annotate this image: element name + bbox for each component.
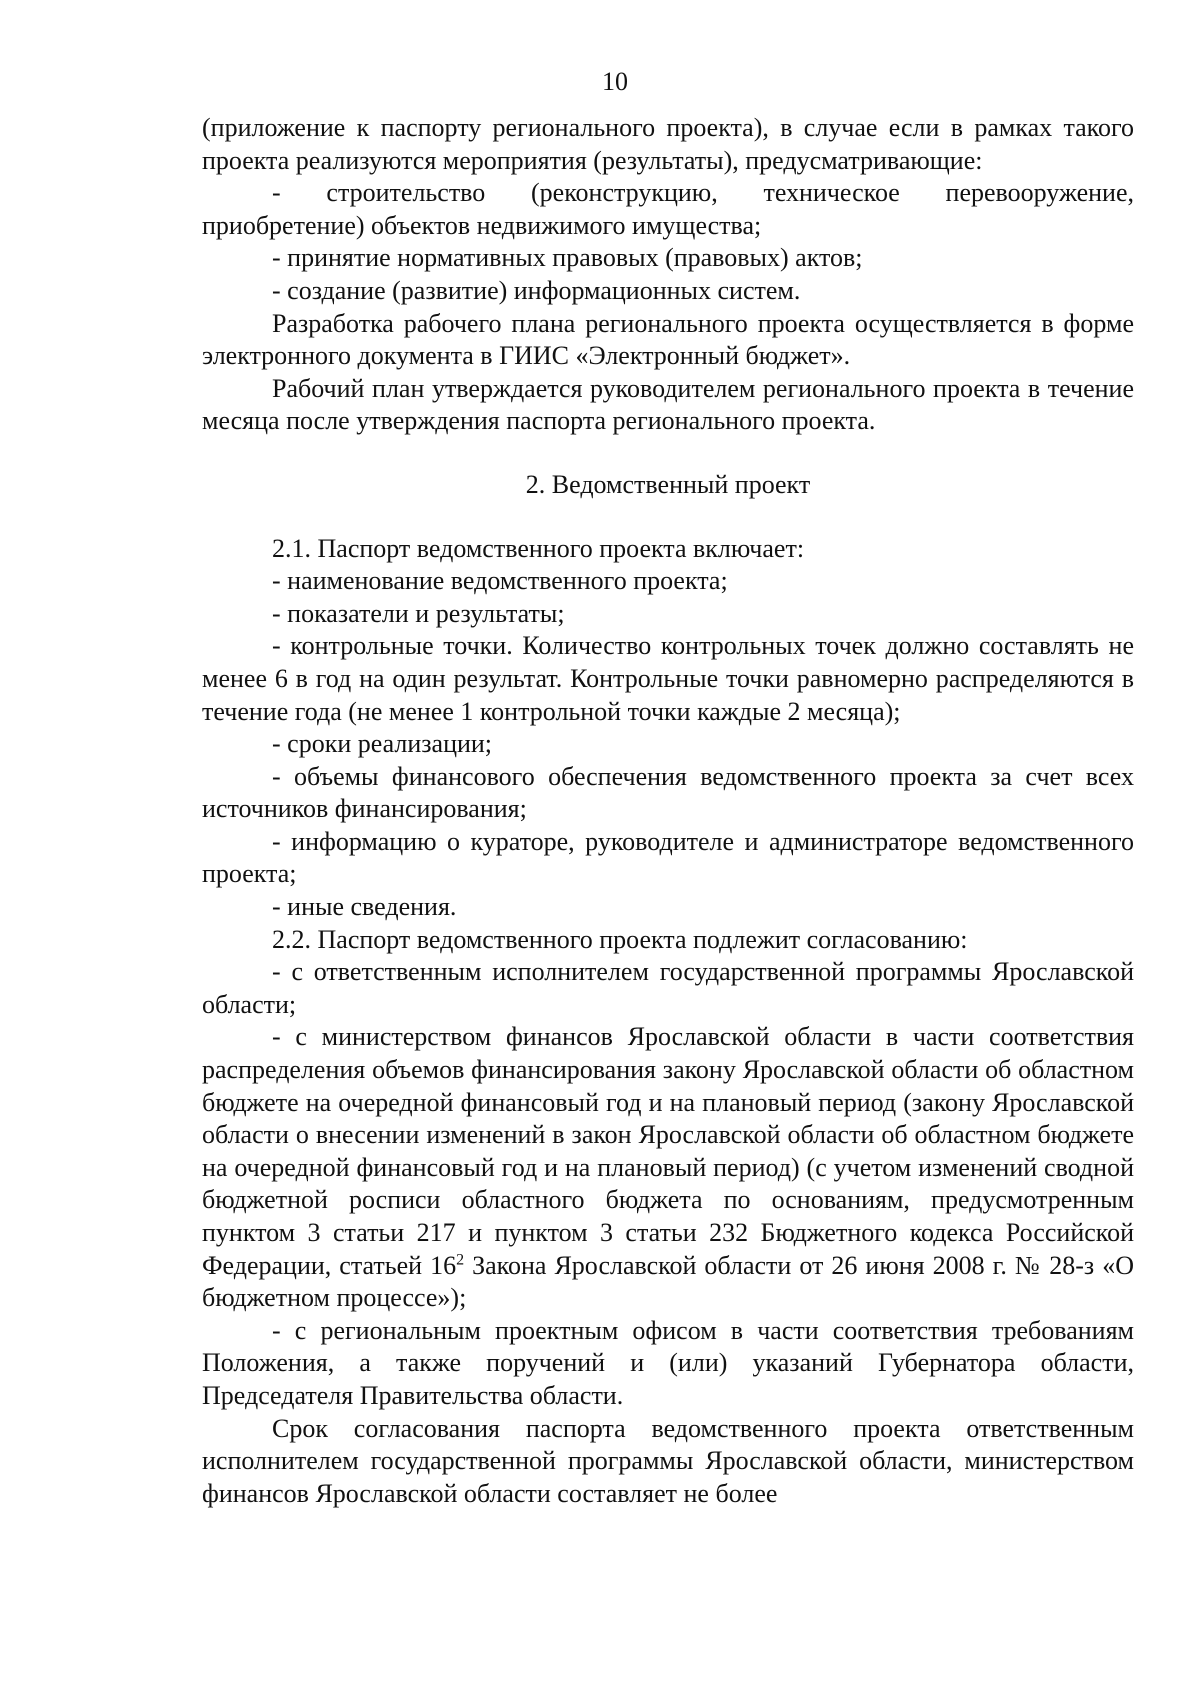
list-item-information-systems: - создание (развитие) информационных систем. [272, 275, 801, 305]
list-item-financing-volumes: - объемы финансового обеспечения ведомственного проекта за счет всех источников финансирования; [202, 761, 1134, 824]
list-item-construction: - строительство (реконструкцию, техническое перевооружение, приобретение) объектов недвижимого имущества; [202, 178, 1134, 240]
list-item-responsible-executor: - с ответственным исполнителем государственной программы Ярославской области; [202, 957, 1134, 1019]
list-item-terms: - сроки реализации; [272, 729, 493, 759]
paragraph-passport-includes: 2.1. Паспорт ведомственного проекта включает: [272, 533, 805, 563]
paragraph-passport-agreement: 2.2. Паспорт ведомственного проекта подлежит согласованию: [272, 924, 968, 954]
superscript-marker: 2 [456, 1250, 465, 1268]
paragraph-work-plan-approval: Рабочий план утверждается руководителем регионального проекта в течение месяца после утверждения паспорта регионального проекта. [202, 373, 1134, 436]
list-item-finance-ministry [202, 1021, 1134, 1314]
section-heading: 2. Ведомственный проект [525, 469, 811, 499]
page-number: 10 [602, 67, 628, 96]
list-item-indicators: - показатели и результаты; [272, 598, 565, 628]
paragraph-work-plan-development: Разработка рабочего плана регионального проекта осуществляется в форме электронного документа в ГИИС «Электронный бюджет». [202, 308, 1134, 371]
document-body [202, 112, 1134, 1510]
list-item-other-info: - иные сведения. [272, 892, 457, 922]
list-item-curator-info: - информацию о кураторе, руководителе и администраторе ведомственного проекта; [202, 826, 1134, 889]
list-item-normative-acts: - принятие нормативных правовых (правовых) актов; [272, 243, 863, 273]
finance-text-main: - с министерством финансов Ярославской области в части соответствия распределения объемов финансирования закону Ярославской области об областном бюджете на очередной финансовый год и на плановый период (закону Ярославской области о внесении изменений в закон Ярославской области об областном бюджете на очередной финансовый год и на плановый период) (с учетом изменений сводной бюджетной росписи областного бюджета по основаниям, предусмотренным пунктом 3 статьи 217 и пунктом 3 статьи 232 Бюджетного кодекса Российской Федерации, статьей 16 [202, 1022, 1134, 1280]
paragraph-annex-continuation: (приложение к паспорту регионального проекта), в случае если в рамках такого проекта реализуются мероприятия (результаты), предусматривающие: [202, 113, 1134, 175]
paragraph-agreement-term: Срок согласования паспорта ведомственного проекта ответственным исполнителем государственной программы Ярославской области, министерством финансов Ярославской области составляет не более [202, 1413, 1134, 1508]
list-item-project-office: - с региональным проектным офисом в части соответствия требованиям Положения, а также поручений и (или) указаний Губернатора области, Председателя Правительства области. [202, 1315, 1134, 1410]
finance-text-tail: Закона Ярославской области от 26 июня 2008 г. № 28-з «О бюджетном процессе»); [202, 1250, 1134, 1313]
list-item-control-points: - контрольные точки. Количество контрольных точек должно составлять не менее 6 в год на один результат. Контрольные точки равномерно распределяются в течение года (не менее 1 контрольной точки каждые 2 месяца); [202, 631, 1134, 726]
list-item-project-name: - наименование ведомственного проекта; [272, 566, 728, 596]
